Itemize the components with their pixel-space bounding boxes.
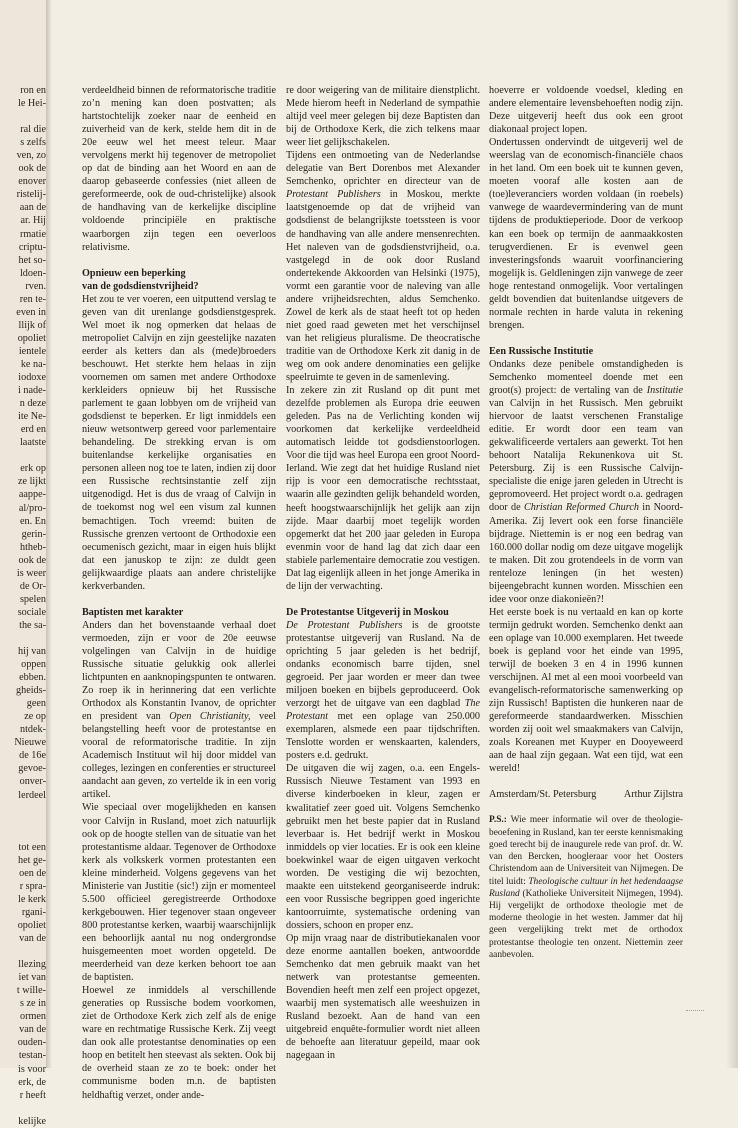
paragraph: re door weigering van de militaire dienstplicht. Mede hierom heeft in Nederland de sympathie altijd veel meer gelegen bij deze Baptisten dan bij de Orthodoxe Kerk, die zich telkens maar weer liet gelijkschakelen. (286, 85, 480, 149)
fragment-line: geen (26, 698, 46, 710)
paragraph: Het zou te ver voeren, een uitputtend verslag te geven van dit urenlange godsdienstgesprek. Wel moet ik nog opmerken dat helaas de metropoliet Calvijn en zijn geestelijke nazaten eerder als ketters dan als (mede)broeders beschouwt. Het sterkte hem helaas in zijn voornemen om samen met andere Orthodoxe kerkleiders opnieuw bij het Russische parlement te gaan lobbyen om de vrijheid van godsdienst te beperken. Er ligt inmiddels een nieuw wetsontwerp gereed voor parlementaire behandeling. De strekking ervan is om buitenlandse kerkelijke organisaties en personen alleen nog toe te laten, indien zij door een Russische rechtsinstantie zelf zijn uitgenodigd. Het is dus de vraag of Calvijn in de toekomst nog wel een visum zal kunnen bemachtigen. Toch vreemd: buiten de Russische grenzen vertoont de Orthodoxie een oecumenisch gezicht, maar in eigen huis blijkt dat een januskop te zijn: ze duldt geen gelijkwaardige plaats aan andere christelijke kerkverbanden. (82, 293, 276, 592)
signature-place: Amsterdam/St. Petersburg (489, 789, 597, 801)
fragment-line: ook de (18, 554, 46, 566)
section-heading: Baptisten met karakter (82, 606, 184, 618)
fragment-line: ven, zo (16, 150, 46, 162)
fragment-line: van de (19, 933, 46, 945)
fragment-line: iodoxe (18, 372, 46, 384)
fragment-line: s zelfs (20, 137, 46, 149)
fragment-line: laatste (19, 437, 46, 449)
fragment-line: rven. (25, 280, 46, 292)
fragment-line: ze op (24, 711, 46, 723)
fragment-line: rmatie (19, 228, 46, 240)
fragment-line: al/pro- (18, 502, 46, 514)
fragment-line: t wille- (16, 985, 46, 997)
paragraph: Hoewel ze inmiddels al verschillende generaties op Russische bodem voorkomen, ziet de Orthodoxe Kerk zich zelf als de enige ware en rechtmatige Russische Kerk. Zij veegt dan ook alle protestantse denominaties op een hoop en betitelt hen steevast als sekten. Ook bij de overheid staan ze zo te boek: onder het communisme boden m.n. de baptisten heldhaftig verzet, onder ande- (82, 985, 276, 1101)
fragment-line: the sa- (19, 619, 46, 631)
fragment-line: ral die (20, 124, 46, 136)
paragraph: Wie speciaal over mogelijkheden en kansen voor Calvijn in Rusland, moet zich natuurlijk ook op de hoogte stellen van de situatie van het protestantisme aldaar. Tegenover de Orthodoxe kerk als volkskerk vormen protestanten een kleine minderheid. Volgens gegevens van het Ministerie van Justitie (sic!) zijn er momenteel 5.500 officieel geregistreerde Orthodoxe kerkgebouwen. Hier tegenover staan ongeveer 800 protestantse kerken, waarbij waarschijnlijk een behoorlijk aantal nu nog ondergrondse huisgemeenten moet worden opgeteld. De meerderheid van deze kerken behoort toe aan de baptisten. (82, 802, 276, 984)
fragment-line: opoliet (17, 920, 46, 931)
column-1 (82, 84, 276, 1102)
fragment-line: sociale (17, 606, 46, 618)
paragraph: Het eerste boek is nu vertaald en kan op korte termijn gedrukt worden. Semchenko denkt aan een oplage van 10.000 exemplaren. Het tweede boek is gepland voor het einde van 1995, terwijl de boeken 3 en 4 in 1996 kunnen verschijnen. Al met al een mooi voorbeeld van evangelisch-reformatorische samenwerking op zijn Russisch! Baptisten die hunkeren naar de gereformeerde standaardwerken. Misschien worden zij ooit wel smaakmakers van Calvijn, zoals Koreanen met Kuyper en Dooyeweerd aan de haal zijn gegaan. Wat een tijd, wat een wereld! (489, 606, 683, 775)
fragment-line: iet van (18, 972, 46, 984)
fragment-line: ren te- (19, 293, 46, 305)
page-right-edge (726, 0, 738, 1068)
fragment-line: oen de (19, 867, 46, 879)
paragraph: De Protestant Publishers is de grootste protestantse uitgeverij van Rusland. Na de oprichting 5 jaar geleden is het bedrijf, ondanks economisch barre tijden, snel gegroeid. Per jaar worden er meer dan twee miljoen boeken en bijbels geproduceerd. Ook verzorgt het de uitgave van een dagblad The Protestant met een oplage van 250.000 exemplaren, alsmede een paar tijdschriften. Tenslotte worden er wenskaarten, kalenders, posters e.d. gedrukt. (286, 619, 480, 762)
fragment-line: ientele (18, 345, 46, 357)
fragment-line: spelen (19, 593, 46, 605)
fragment-line: r heeft (19, 1089, 46, 1101)
fragment-line: le kerk (17, 893, 46, 905)
fragment-line: ouden- (17, 1037, 46, 1049)
fragment-line: hij van (17, 646, 46, 658)
fragment-line: ite Ne- (17, 411, 46, 423)
fragment-line: oppen (21, 659, 46, 671)
fragment-line: i nade- (17, 385, 46, 397)
signature-line (489, 788, 683, 801)
fragment-line: le Hei- (17, 98, 46, 110)
fragment-line: gerin- (21, 528, 46, 540)
fragment-line: gevoe- (18, 763, 46, 775)
paragraph: Tijdens een ontmoeting van de Nederlandse delegatie van Bert Dorenbos met Alexander Semchenko, oprichter en directeur van de Protestant Publishers in Moskou, merkte laatstgenoemde op dat de vrijheid van godsdienst de belangrijkste toetssteen is voor de handhaving van alle andere mensenrechten. Het naleven van de godsdienstvrijheid, o.a. vastgelegd in de ook door Rusland ondertekende Akkoorden van Helsinki (1975), vormt een garantie voor de naleving van alle andere vrijheidsrechten, aldus Semchenko. Zowel de kerk als de staat heeft tot op heden niet goed raad geweten met het verschijnsel van het religieus pluralisme. De theocratische traditie van de Orthodoxe Kerk zit danig in de weg om ook andere denominaties een gelijke speelruimte te geven in de samenleving. (286, 150, 480, 384)
fragment-line: r spra- (19, 880, 46, 892)
fragment-line: testan- (18, 1050, 46, 1062)
fragment-line: ron en (20, 85, 46, 96)
fragment-line: Nieuwe (14, 737, 46, 749)
signature-author: Arthur Zijlstra (623, 789, 683, 801)
fragment-line (0, 802, 46, 815)
fragment-line (0, 632, 46, 645)
fragment-line: en. En (19, 515, 46, 527)
column-3 (489, 84, 683, 961)
fragment-line: htheb- (19, 541, 46, 553)
paragraph: Anders dan het bovenstaande verhaal doet vermoeden, zijn er voor de 20e eeuwse volgelingen van Calvijn in de huidige Russische situatie gelukkig ook allerlei lichtpunten en aanknopingspunten te ontwaren. Zo roep ik in herinnering dat een verlichte Orthodox als Konstantin Ivanov, de oprichter en president van Open Christianity, veel belangstelling heeft voor de protestantse en vooral de reformatorische traditie. In zijn Academisch Instituut wil hij door middel van colleges, lezingen en conferenties er structureel aandacht aan geven, zo vertelde ik in een vorig artikel. (82, 619, 277, 801)
section-heading-line2: van de godsdienstvrijheid? (82, 280, 199, 292)
fragment-line: ze lijkt (17, 476, 46, 488)
paragraph: Op mijn vraag naar de distributiekanalen voor deze enorme aantallen boeken, antwoordde Semchenko dat men gebruik maakt van het netwerk van protestantse gemeenten. Bovendien heeft men zelf een project opgezet, waarbij men systematisch alle weeshuizen in Rusland bezoekt. Aan de hand van een uitgebreid enquête-formulier wordt niet alleen de behoefte aan literatuur gepeild, maar ook nagegaan in (286, 933, 480, 1062)
fragment-line: is voor (17, 1063, 46, 1075)
fragment-line (0, 110, 46, 123)
fragment-line: lerdeel (18, 789, 46, 801)
fragment-line: aappe- (18, 489, 46, 501)
fragment-line: gheids- (16, 685, 46, 697)
paragraph: verdeeldheid binnen de reformatorische traditie zo’n mening kan doen postvatten; als hartstochtelijk zoeker naar de eenheid en zuiverheid van de kerk, stelde hem dit in de 20e eeuw wel het meest teleur. Maar vervolgens merkt hij tegenover de metropoliet op dat de binding aan het Woord en aan de daarop gebaseerde confessies (niet alleen de gereformeerde, ook de oud-christelijke) alsook de handhaving van de kerkelijke discipline voldoende principiële en praktische waarborgen zijn tegen een oeverloos relativisme. (82, 85, 276, 253)
fragment-line: ook de (18, 163, 46, 175)
paragraph: Ondertussen ondervindt de uitgeverij wel de weerslag van de economisch-financiële chaos in het land. Om een boek uit te kunnen geven, moeten vooraf alle kosten aan de (toe)leveranciers worden voldaan (in roebels) vanwege de waardevermindering van de munt tijdens de produktieperiode. Door de verkoop kan een boek op termijn de aanmaakkosten terugverdienen. Er is evenwel geen investeringsfonds waaruit voorfinanciering mogelijk is. Geldleningen zijn vanwege de zeer hoge rentestand onmogelijk. Voor vertalingen geldt bovendien dat buitenlandse uitgevers de normale rechten in harde valuta in rekening brengen. (489, 137, 683, 331)
fragment-line (0, 945, 46, 958)
fragment-line: kelijke (18, 1115, 46, 1127)
section-heading: De Protestantse Uitgeverij in Moskou (286, 606, 449, 618)
page-binding-shadow (46, 0, 52, 1068)
fragment-line: de 16e (19, 750, 46, 762)
fragment-line: ke na- (20, 358, 46, 370)
fragment-line: ebben. (19, 672, 46, 684)
fragment-line: tot een (18, 841, 46, 853)
fragment-line: rgani- (21, 906, 46, 918)
fragment-line: het so- (18, 254, 46, 266)
fragment-line: llijk of (18, 319, 46, 331)
fragment-line: de Or- (19, 580, 46, 592)
fragment-line: erd en (20, 424, 46, 436)
fragment-line: criptu- (18, 241, 46, 253)
paragraph: hoeverre er voldoende voedsel, kleding en andere elementaire levensbehoeften nodig zijn. Deze uitgeverij heeft dus ook een groot diakonaal project lopen. (489, 85, 683, 136)
fragment-line: erk op (20, 463, 46, 475)
section-heading: Opnieuw een beperking (82, 267, 186, 279)
fragment-line: erk, de (18, 1076, 46, 1088)
fragment-line (0, 1102, 46, 1115)
fragment-line: ntdek- (19, 724, 46, 736)
left-page-text-fragment (0, 84, 46, 1128)
fragment-line: het ge- (17, 854, 46, 866)
postscript: P.S.: Wie meer informatie wil over de theologie-beoefening in Rusland, kan ter eerste kennismaking goed terecht bij de inaugurele rede van prof. dr. W. van den Bercken, hoogleraar voor het Oosters Christendom aan de Universiteit van Nijmegen. De titel luidt: Theologische cultuur in het hedendaagse Rusland (Katholieke Universiteit Nijmegen, 1994). Hij vergelijkt de orthodoxe theologie met de moderne theologie in het westen. Jammer dat hij geen vergelijking trekt met de orthodox protestantse theologie ten onzent. Niettemin zeer aanbevolen. (489, 815, 683, 960)
fragment-line: aan de (19, 202, 46, 214)
fragment-line: llezing (18, 959, 46, 971)
column-2 (286, 84, 480, 1062)
paragraph: In zekere zin zit Rusland op dit punt met dezelfde problemen als Europa drie eeuwen geleden. Pas na de Verlichting konden wij voorkomen dat kerkelijke verdeeldheid automatisch leidde tot godsdienstoorlogen. Voor die tijd was heel Europa een groot Noord-Ierland. Wie zegt dat het huidige Rusland niet rijp is voor een democratische rechtsstaat, waarin alle gezindten gelijk behandeld worden, heeft hoogstwaarschijnlijk het gelijk aan zijn zijde. Maar daarbij moet tegelijk worden opgemerkt dat het 200 jaar geleden in Europa evenmin voor de hand lag dat zich daar een stabiele parlementaire democratie zou vestigen. Dat lag eigenlijk alleen in het jonge Amerika in de lijn der verwachting. (286, 385, 480, 592)
fragment-line (0, 449, 46, 462)
fragment-line: is weer (16, 567, 46, 579)
paragraph: De uitgaven die wij zagen, o.a. een Engels-Russisch Nieuwe Testament van 1993 en diverse kinderboeken in kleur, zagen er kwalitatief zeer goed uit. Volgens Semchenko gebruikt men het beste papier dat in Rusland leverbaar is. Het bedrijf werkt in Moskou inmiddels op vier locaties. Er is ook een kleine boekwinkel waar de eigen uitgaven verkocht worden. De vestiging die wij bezochten, maakte een uitstekend georganiseerde indruk: een voor Russische begrippen goed ingerichte kantoorruimte, systematische ordening van dossiers, schoon en proper enz. (286, 763, 480, 931)
page-corner-mark (686, 1010, 704, 1014)
paragraph: Ondanks deze penibele omstandigheden is Semchenko momenteel doende met een groot(s) project: de vertaling van de Institutie van Calvijn in het Russisch. Men gebruikt hiervoor de laatst verschenen Franstalige editie. Er wordt door een team van gekwalificeerde vertalers aan gewerkt. Tot hen behoort Natalija Rekunenkova uit St. Petersburg. Zij is een Russische Calvijn-specialiste die enige jaren geleden in Utrecht is gepromoveerd. Het project wordt o.a. gedragen door de Christian Reformed Church in Noord-Amerika. Zij levert ook een forse financiële bijdrage. Niettemin is er nog een bedrag van 160.000 dollar nodig om deze uitgave mogelijk te maken. Dit zou grotendeels in de vorm van renteloze leningen (in het westen) bijeengebracht kunnen worden. Misschien een idee voor onze diakonieën?! (489, 358, 683, 605)
fragment-line (0, 815, 46, 828)
fragment-line: n deze (19, 398, 46, 410)
fragment-line: enover (18, 176, 46, 188)
section-heading: Een Russische Institutie (489, 345, 594, 357)
fragment-line: even in (16, 306, 46, 318)
fragment-line: ar. Hij (20, 215, 46, 227)
fragment-line: ristelij- (16, 189, 46, 201)
fragment-line: ormen (19, 1011, 46, 1023)
fragment-line: van de (19, 1024, 46, 1036)
fragment-line: onver- (19, 776, 46, 788)
fragment-line (0, 828, 46, 841)
fragment-line: ldoen- (19, 267, 46, 279)
fragment-line: s ze in (19, 998, 46, 1010)
fragment-line: opoliet (17, 332, 46, 344)
